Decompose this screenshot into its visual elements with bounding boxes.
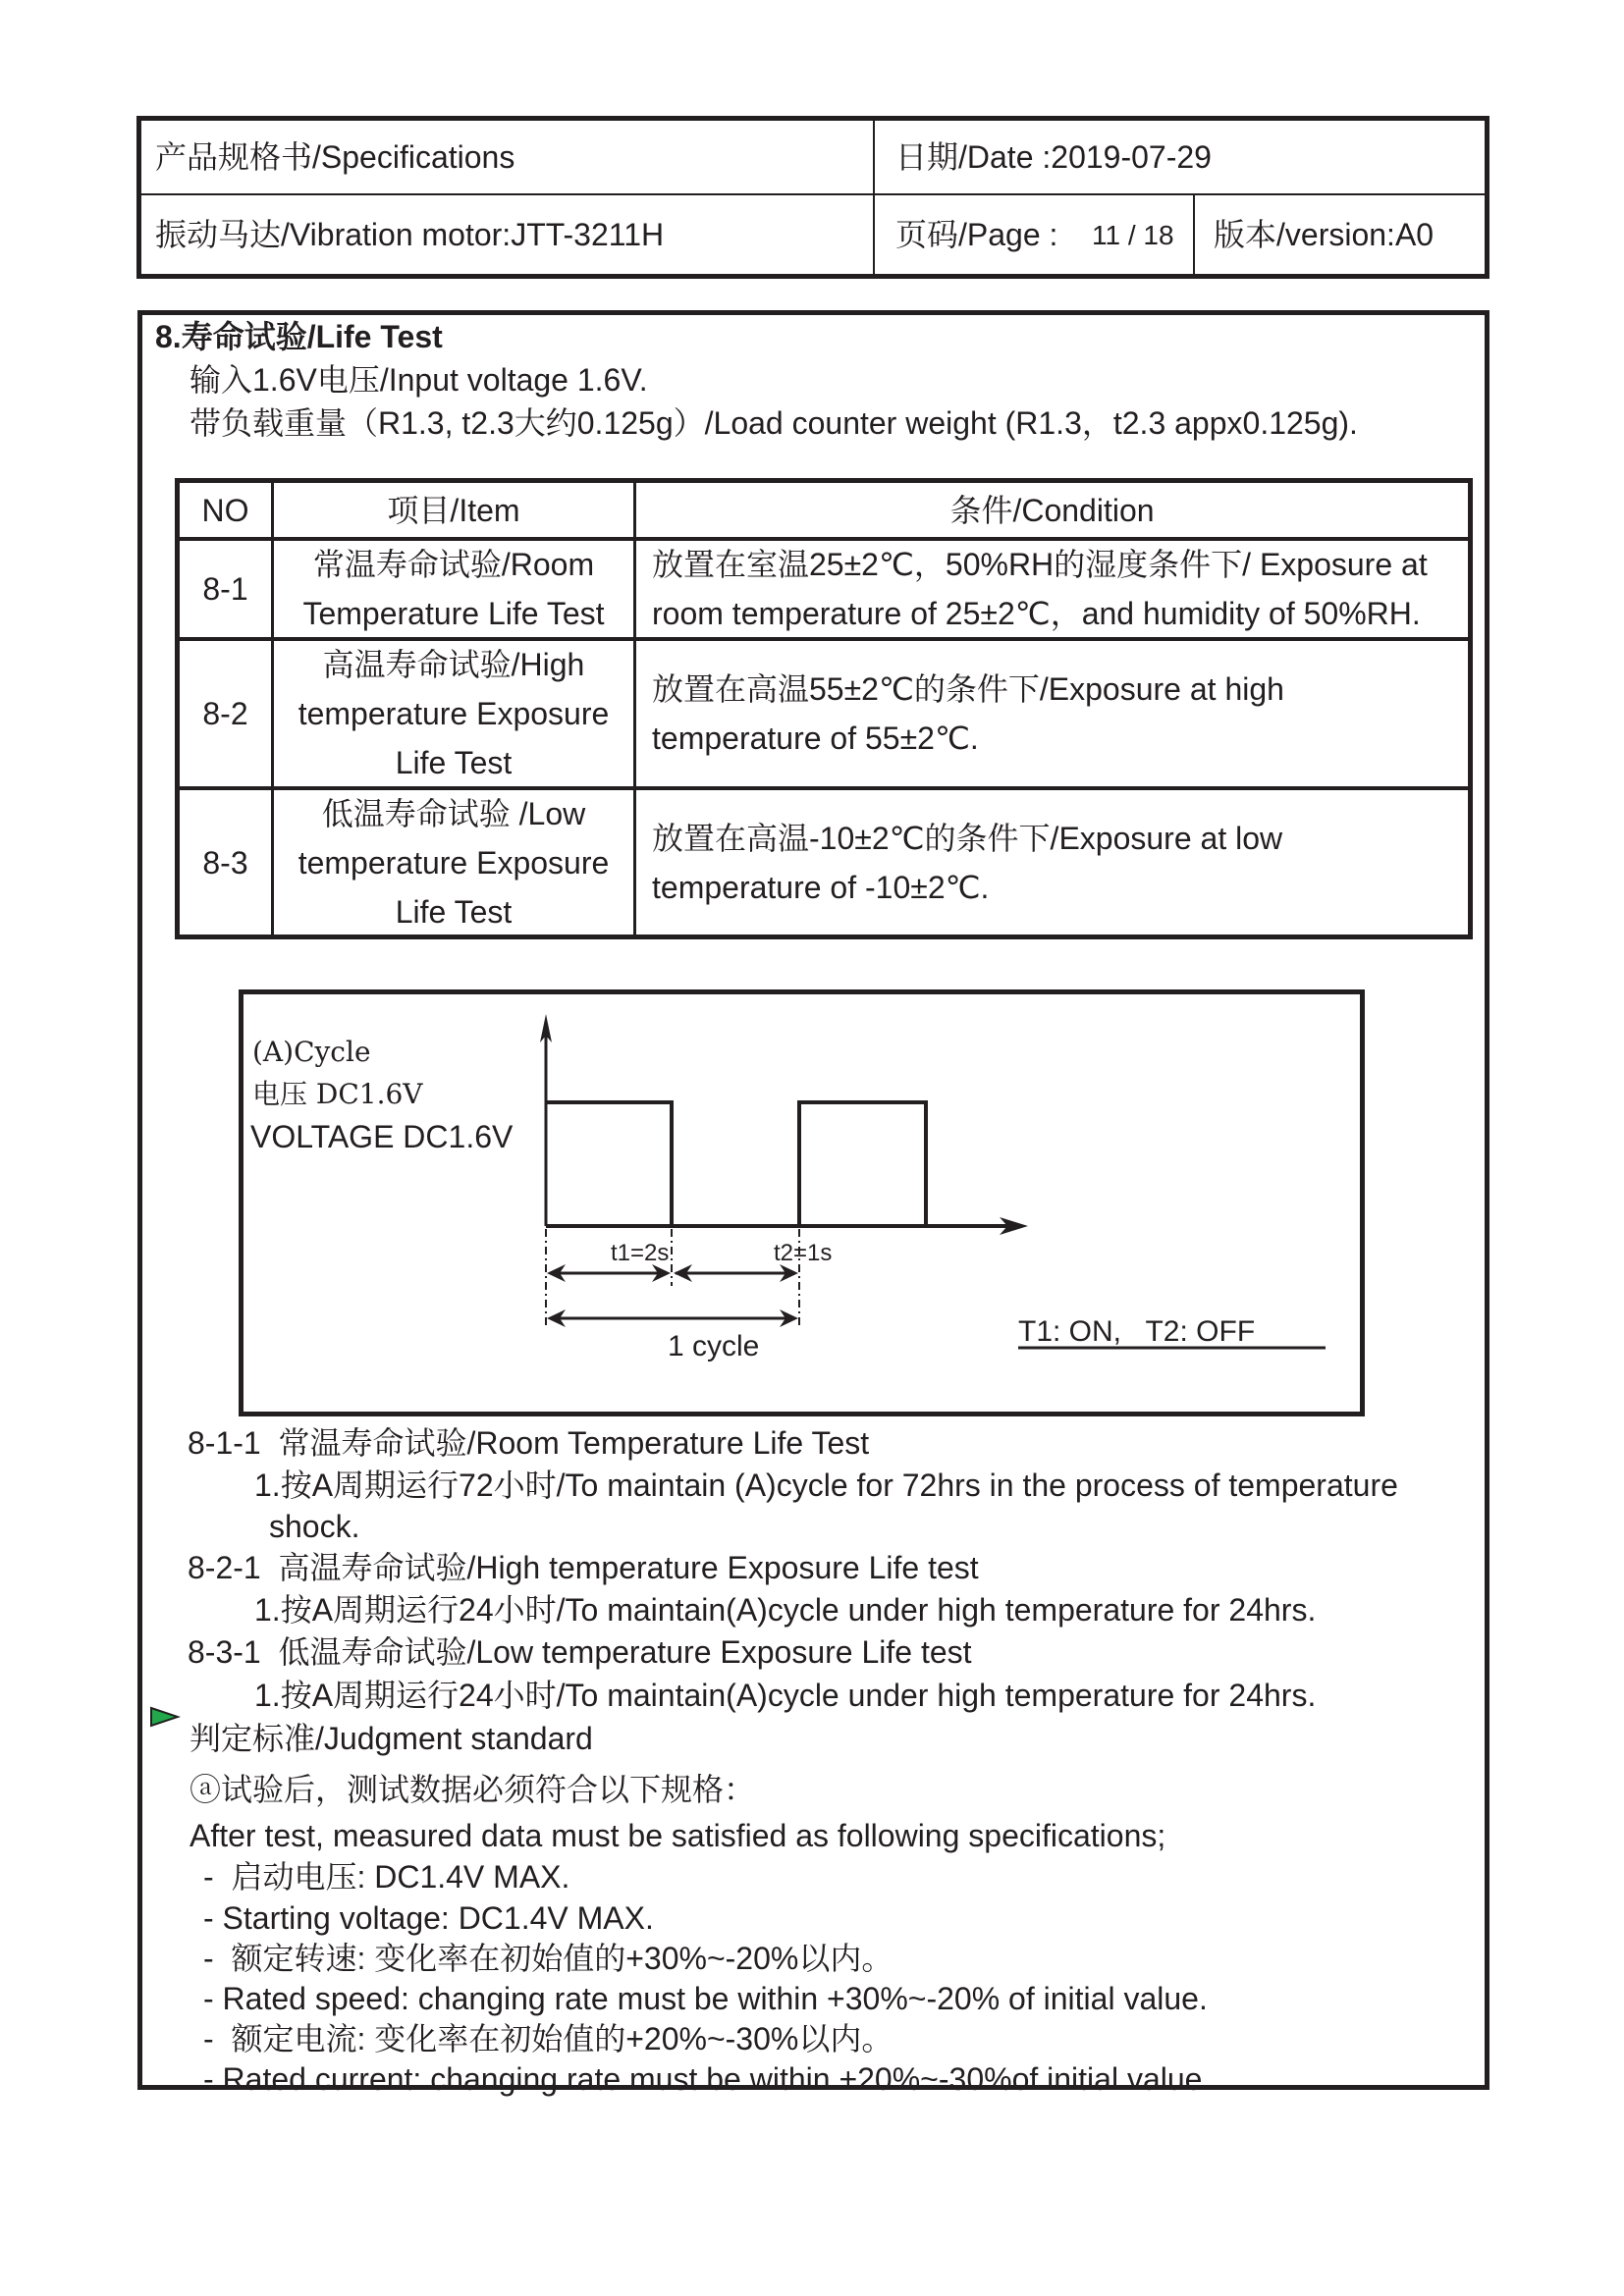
t1-label: t1=2s [611, 1240, 670, 1266]
condition-text: temperature of 55±2℃. [652, 721, 979, 756]
item-text: temperature Exposure [298, 844, 610, 881]
condition-text: 放置在高温55±2℃的条件下/Exposure at high [652, 671, 1284, 707]
condition-text: room temperature of 25±2℃，and humidity of 50%RH. [652, 596, 1421, 631]
procedure-heading: 8-1-1 常温寿命试验/Room Temperature Life Test [188, 1425, 870, 1461]
cycle-label: 1 cycle [668, 1330, 760, 1362]
row-number: 8-1 [202, 571, 248, 607]
diagram-legend: T1: ON, T2: OFF [1018, 1315, 1256, 1348]
page-label: 页码/Page : [895, 217, 1058, 252]
condition-text: 放置在高温-10±2℃的条件下/Exposure at low [652, 820, 1283, 856]
item-text: 常温寿命试验/Room [312, 547, 595, 582]
diagram-cycle-label: (A)Cycle [252, 1036, 371, 1068]
item-text: 低温寿命试验 /Low [321, 795, 586, 831]
input-voltage-text: 输入1.6V电压/Input voltage 1.6V. [189, 362, 648, 398]
t2-label: t2=1s [774, 1240, 833, 1266]
judgment-item: - 额定转速: 变化率在初始值的+30%~-20%以内。 [203, 1941, 893, 1976]
item-text: Temperature Life Test [302, 596, 605, 631]
item-text: 高温寿命试验/High [322, 647, 585, 682]
column-header-label: 条件/Condition [949, 492, 1155, 528]
product-name: 振动马达/Vibration motor:JTT-3211H [155, 217, 665, 252]
section-title: 8.寿命试验/Life Test [155, 319, 443, 354]
judgment-item: - Rated current: changing rate must be within +20%~-30%of initial value. [203, 2061, 1212, 2097]
diagram-voltage-cn: 电压 DC1.6V [252, 1078, 423, 1110]
condition-text: temperature of -10±2℃. [652, 869, 990, 905]
condition-text: 放置在室温25±2℃，50%RH的湿度条件下/ Exposure at [652, 547, 1428, 582]
judgment-item: - 启动电压: DC1.4V MAX. [203, 1859, 570, 1895]
judgment-item: - Rated speed: changing rate must be within +30%~-20% of initial value. [203, 1981, 1208, 2016]
column-header-label: 项目/Item [387, 492, 520, 528]
procedure-line: 1.按A周期运行24小时/To maintain(A)cycle under high temperature for 24hrs. [254, 1592, 1317, 1628]
doc-title: 产品规格书/Specifications [155, 139, 515, 175]
row-number: 8-2 [202, 696, 248, 731]
green-triangle-bullet-icon [149, 1706, 181, 1728]
judgment-intro-en: After test, measured data must be satisfied as following specifications; [189, 1818, 1166, 1853]
item-text: Life Test [395, 893, 513, 930]
procedure-line: 1.按A周期运行72小时/To maintain (A)cycle for 72hrs in the process of temperature [254, 1468, 1398, 1503]
judgment-item: - Starting voltage: DC1.4V MAX. [203, 1900, 654, 1936]
procedure-heading: 8-3-1 低温寿命试验/Low temperature Exposure Life test [188, 1634, 972, 1670]
diagram-voltage-en: VOLTAGE DC1.6V [250, 1119, 514, 1154]
procedure-line: 1.按A周期运行24小时/To maintain(A)cycle under high temperature for 24hrs. [254, 1678, 1317, 1713]
item-text: temperature Exposure [298, 696, 610, 731]
judgment-title: 判定标准/Judgment standard [189, 1721, 593, 1756]
page-number: 11 / 18 [1092, 220, 1174, 250]
judgment-item: - 额定电流: 变化率在初始值的+20%~-30%以内。 [203, 2021, 893, 2056]
load-weight-text: 带负载重量（R1.3, t2.3大约0.125g）/Load counter weight (R1.3，t2.3 appx0.125g). [189, 405, 1358, 441]
procedure-heading: 8-2-1 高温寿命试验/High temperature Exposure Life test [188, 1550, 979, 1585]
item-text: Life Test [395, 745, 513, 780]
row-number: 8-3 [202, 844, 248, 881]
doc-date: 日期/Date :2019-07-29 [895, 139, 1212, 175]
doc-version: 版本/version:A0 [1214, 217, 1435, 252]
judgment-intro-cn: ⓐ试验后，测试数据必须符合以下规格： [189, 1772, 756, 1807]
procedure-line: shock. [269, 1509, 360, 1544]
column-header-label: NO [201, 492, 249, 528]
